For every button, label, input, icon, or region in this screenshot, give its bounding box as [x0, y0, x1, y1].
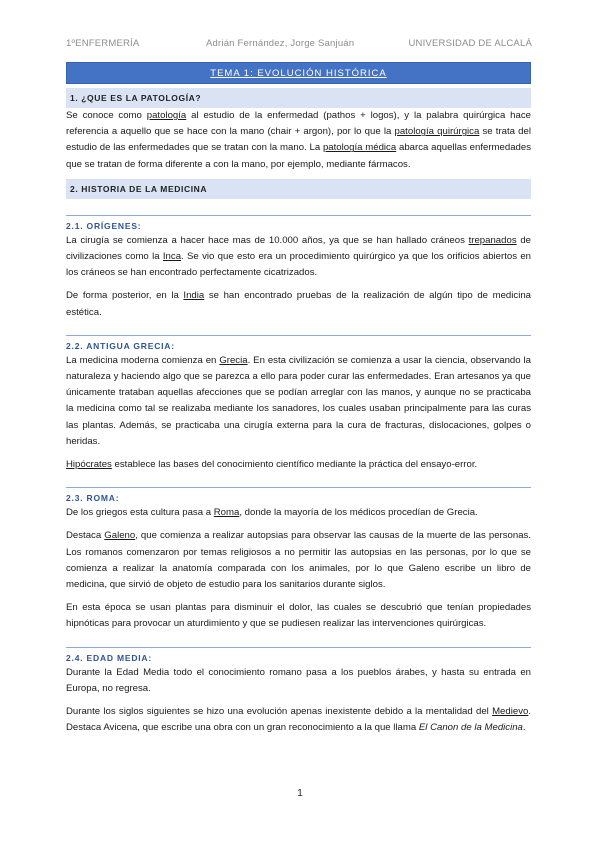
- underlined-term: Medievo: [492, 706, 529, 718]
- page-header: [66, 38, 532, 52]
- document-body: [66, 62, 531, 736]
- text: Durante los siglos siguientes se hizo una evolución apenas inexistente debido a la mentalidad del: [66, 706, 493, 718]
- paragraph: [66, 704, 531, 736]
- text: Destaca: [66, 530, 105, 542]
- paragraph: [66, 528, 531, 593]
- subsection-title: 2.3. ROMA:: [66, 493, 120, 504]
- text: . En esta civilización se comienza a usar la ciencia, observando la naturaleza y haciendo algo que se parezca a ello para poder curar las enfermedades. Eran artesanos ya que únicamente trataban aquellas afecciones que se podían arreglar con las manos, y aunque no se practicaba la medicina como tal se realizaba mediante los sanadores, los cuales usaban principalmente para las curas las plantas. Además, se practicaba una cirugía externa para la cura de fracturas, dislocaciones, golpes o heridas.: [66, 354, 531, 447]
- text: . Destaca Avicena, que escribe una obra con un gran reconocimiento a la que llama: [66, 706, 531, 734]
- paragraph: [66, 288, 531, 320]
- text: De los griegos esta cultura pasa a: [66, 507, 214, 519]
- document-title-bar: [66, 62, 531, 84]
- subsection-roma: [66, 487, 531, 632]
- text: De forma posterior, en la: [66, 290, 184, 302]
- text: , que comienza a realizar autopsias para observar las causas de la muerte de las personas. Los romanos comenzaron por temas religiosos a no permitir las autopsias en las personas, por lo que se comienza a realizar la anatomía comparada con los animales, por lo que Galeno escribe un libro de medicina, que sirvió de objeto de estudio para los sanitarios durante siglos.: [66, 530, 531, 591]
- text: La medicina moderna comienza en: [66, 354, 220, 366]
- section-heading-patologia: [66, 88, 531, 108]
- paragraph: Durante la Edad Media todo el conocimiento romano pasa a los pueblos árabes, y hasta su entrada en Europa, no regresa.: [66, 666, 531, 694]
- underlined-term: patología quirúrgica: [394, 126, 480, 138]
- italic-title: El Canon de la Medicina: [418, 722, 523, 734]
- document-title: TEMA 1: EVOLUCIÓN HISTÓRICA: [210, 67, 387, 79]
- text: de civilizaciones como la: [66, 234, 531, 263]
- text: al estudio de la enfermedad (pathos + logos), y la palabra quirúrgica hace referencia a aquello que se hace con la mano (chair + argon), por lo que la: [66, 110, 531, 138]
- subsection-title: 2.2. ANTIGUA GRECIA:: [66, 340, 175, 351]
- paragraph: [66, 505, 531, 521]
- underlined-term: India: [183, 290, 205, 302]
- header-authors: Adrián Fernández, Jorge Sanjuán: [206, 38, 355, 49]
- underlined-term: Galeno: [104, 530, 136, 542]
- text: Se conoce como: [66, 110, 147, 121]
- underlined-term: Inca: [162, 251, 182, 263]
- subsection-title: 2.4. EDAD MEDIA:: [66, 652, 153, 663]
- underlined-term: Grecia: [219, 354, 248, 366]
- text: abarca aquellas enfermedades que se tratan de forma diferente a con la mano, por ejemplo, mediante fármacos.: [66, 142, 531, 170]
- text: se trata del estudio de las enfermedades que se tratan con la mano. La: [66, 126, 531, 154]
- subsection-origenes: [66, 215, 531, 321]
- page-number: 1: [297, 788, 303, 799]
- underlined-term: Hipócrates: [66, 459, 112, 471]
- section-heading-text: 1. ¿QUE ES LA PATOLOGÍA?: [70, 93, 202, 103]
- text: . Se vio que esto era un procedimiento quirúrgico ya que los orificios abiertos en los cráneos se han encontrado perfectamente cicatrizados.: [66, 251, 531, 279]
- section-heading-text: 2. HISTORIA DE LA MEDICINA: [70, 183, 208, 194]
- paragraph: En esta época se usan plantas para disminuir el dolor, las cuales se descubrió que tenían propiedades hipnóticas para provocar un aturdimiento y que se pudiesen realizar las intervenciones quirúrgicas.: [66, 602, 531, 630]
- paragraph-patologia: [66, 108, 531, 173]
- underlined-term: patología médica: [322, 142, 397, 154]
- paragraph: [66, 353, 531, 450]
- text: se han encontrado pruebas de la realización de algún tipo de medicina estética.: [66, 290, 531, 318]
- subsection-title: 2.1. ORÍGENES:: [66, 220, 142, 231]
- text: .: [522, 722, 526, 734]
- text: establece las bases del conocimiento científico mediante la práctica del ensayo-error.: [111, 459, 478, 471]
- subsection-edad-media: [66, 647, 531, 737]
- section-heading-historia: [66, 179, 531, 199]
- underlined-term: patología: [146, 110, 187, 121]
- underlined-term: Roma: [213, 507, 240, 519]
- header-course: 1ºENFERMERÍA: [66, 38, 140, 49]
- underlined-term: trepanados: [468, 234, 517, 246]
- text: La cirugía se comienza a hacer hace mas de 10.000 años, ya que se han hallado cráneos: [66, 234, 469, 246]
- paragraph: [66, 233, 531, 282]
- header-university: UNIVERSIDAD DE ALCALÁ: [408, 38, 532, 49]
- subsection-antigua-grecia: [66, 335, 531, 473]
- paragraph: [66, 457, 531, 473]
- text: , donde la mayoría de los médicos procedían de Grecia.: [239, 507, 478, 519]
